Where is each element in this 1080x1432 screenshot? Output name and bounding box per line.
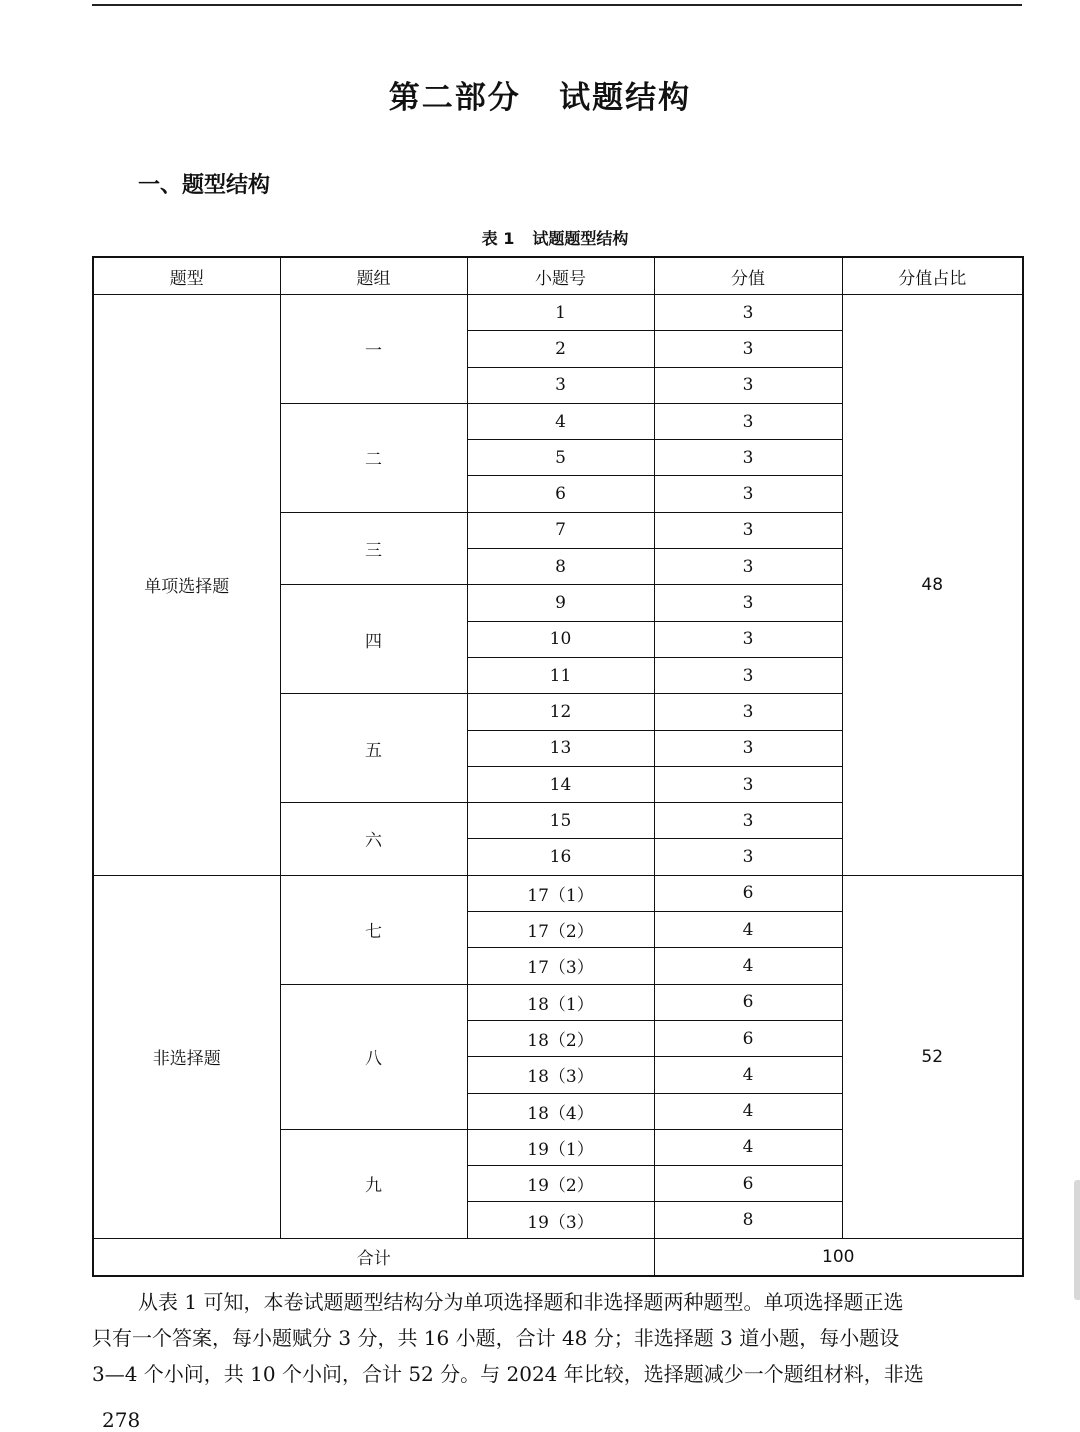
score-cell: 6	[654, 875, 842, 911]
page-title: 第二部分 试题结构	[388, 80, 692, 116]
analysis-paragraph	[92, 1284, 1026, 1392]
table-header-row	[93, 257, 1023, 295]
question-type-cell: 非选择题	[93, 875, 280, 1238]
question-type-cell: 单项选择题	[93, 295, 280, 876]
item-number-cell: 10	[467, 621, 654, 657]
score-cell: 4	[654, 1057, 842, 1093]
header-score-ratio: 分值占比	[842, 257, 1023, 295]
question-group-cell: 七	[280, 875, 467, 984]
score-cell: 4	[654, 1093, 842, 1129]
question-structure-table	[92, 256, 1024, 1277]
paragraph-line: 3—4 个小问，共 10 个小问，合计 52 分。与 2024 年比较，选择题减少一个题组材料，非选	[92, 1362, 924, 1386]
score-cell: 6	[654, 1020, 842, 1056]
table-caption-label: 表 1	[481, 229, 515, 248]
item-number-cell: 12	[467, 694, 654, 730]
header-type: 题型	[93, 257, 280, 295]
question-group-cell: 六	[280, 803, 467, 876]
item-number-cell: 19（2）	[467, 1166, 654, 1202]
item-number-cell: 19（3）	[467, 1202, 654, 1238]
table-total-row	[93, 1238, 1023, 1276]
score-cell: 3	[654, 621, 842, 657]
table-caption	[0, 226, 1080, 249]
score-cell: 3	[654, 476, 842, 512]
score-cell: 6	[654, 984, 842, 1020]
question-group-cell: 五	[280, 694, 467, 803]
score-cell: 8	[654, 1202, 842, 1238]
item-number-cell: 4	[467, 403, 654, 439]
header-group: 题组	[280, 257, 467, 295]
header-item-number: 小题号	[467, 257, 654, 295]
top-rule	[92, 4, 1022, 6]
score-cell: 3	[654, 657, 842, 693]
item-number-cell: 7	[467, 512, 654, 548]
score-cell: 3	[654, 803, 842, 839]
table-row	[93, 295, 1023, 331]
item-number-cell: 18（2）	[467, 1020, 654, 1056]
page-number: 278	[102, 1408, 141, 1432]
scroll-edge	[1074, 1180, 1080, 1300]
question-group-cell: 八	[280, 984, 467, 1129]
paragraph-line: 从表 1 可知，本卷试题题型结构分为单项选择题和非选择题两种题型。单项选择题正选	[138, 1290, 904, 1314]
item-number-cell: 3	[467, 367, 654, 403]
score-cell: 3	[654, 730, 842, 766]
question-group-cell: 三	[280, 512, 467, 585]
item-number-cell: 18（1）	[467, 984, 654, 1020]
score-cell: 3	[654, 512, 842, 548]
item-number-cell: 17（3）	[467, 948, 654, 984]
score-cell: 3	[654, 367, 842, 403]
section-heading: 一、题型结构	[138, 173, 271, 198]
score-cell: 3	[654, 694, 842, 730]
item-number-cell: 6	[467, 476, 654, 512]
score-cell: 3	[654, 839, 842, 875]
total-value: 100	[654, 1238, 1023, 1276]
score-cell: 3	[654, 766, 842, 802]
score-cell: 3	[654, 331, 842, 367]
question-group-cell: 二	[280, 403, 467, 512]
score-ratio-cell: 52	[842, 875, 1023, 1238]
score-cell: 3	[654, 585, 842, 621]
item-number-cell: 9	[467, 585, 654, 621]
score-cell: 3	[654, 440, 842, 476]
item-number-cell: 5	[467, 440, 654, 476]
score-cell: 3	[654, 549, 842, 585]
item-number-cell: 1	[467, 295, 654, 331]
item-number-cell: 15	[467, 803, 654, 839]
item-number-cell: 18（3）	[467, 1057, 654, 1093]
score-cell: 3	[654, 295, 842, 331]
item-number-cell: 19（1）	[467, 1129, 654, 1165]
table-body	[93, 295, 1023, 1239]
question-group-cell: 一	[280, 295, 467, 404]
item-number-cell: 16	[467, 839, 654, 875]
header-score: 分值	[654, 257, 842, 295]
item-number-cell: 14	[467, 766, 654, 802]
score-cell: 4	[654, 912, 842, 948]
item-number-cell: 17（1）	[467, 875, 654, 911]
score-cell: 4	[654, 1129, 842, 1165]
item-number-cell: 2	[467, 331, 654, 367]
item-number-cell: 18（4）	[467, 1093, 654, 1129]
total-label: 合计	[93, 1238, 654, 1276]
item-number-cell: 8	[467, 549, 654, 585]
question-group-cell: 九	[280, 1129, 467, 1238]
item-number-cell: 11	[467, 657, 654, 693]
table-row	[93, 875, 1023, 911]
score-ratio-cell: 48	[842, 295, 1023, 876]
question-group-cell: 四	[280, 585, 467, 694]
table-caption-title: 试题题型结构	[532, 229, 629, 248]
item-number-cell: 17（2）	[467, 912, 654, 948]
score-cell: 6	[654, 1166, 842, 1202]
item-number-cell: 13	[467, 730, 654, 766]
score-cell: 4	[654, 948, 842, 984]
score-cell: 3	[654, 403, 842, 439]
paragraph-line: 只有一个答案，每小题赋分 3 分，共 16 小题，合计 48 分；非选择题 3 道小题，每小题设	[92, 1326, 900, 1350]
